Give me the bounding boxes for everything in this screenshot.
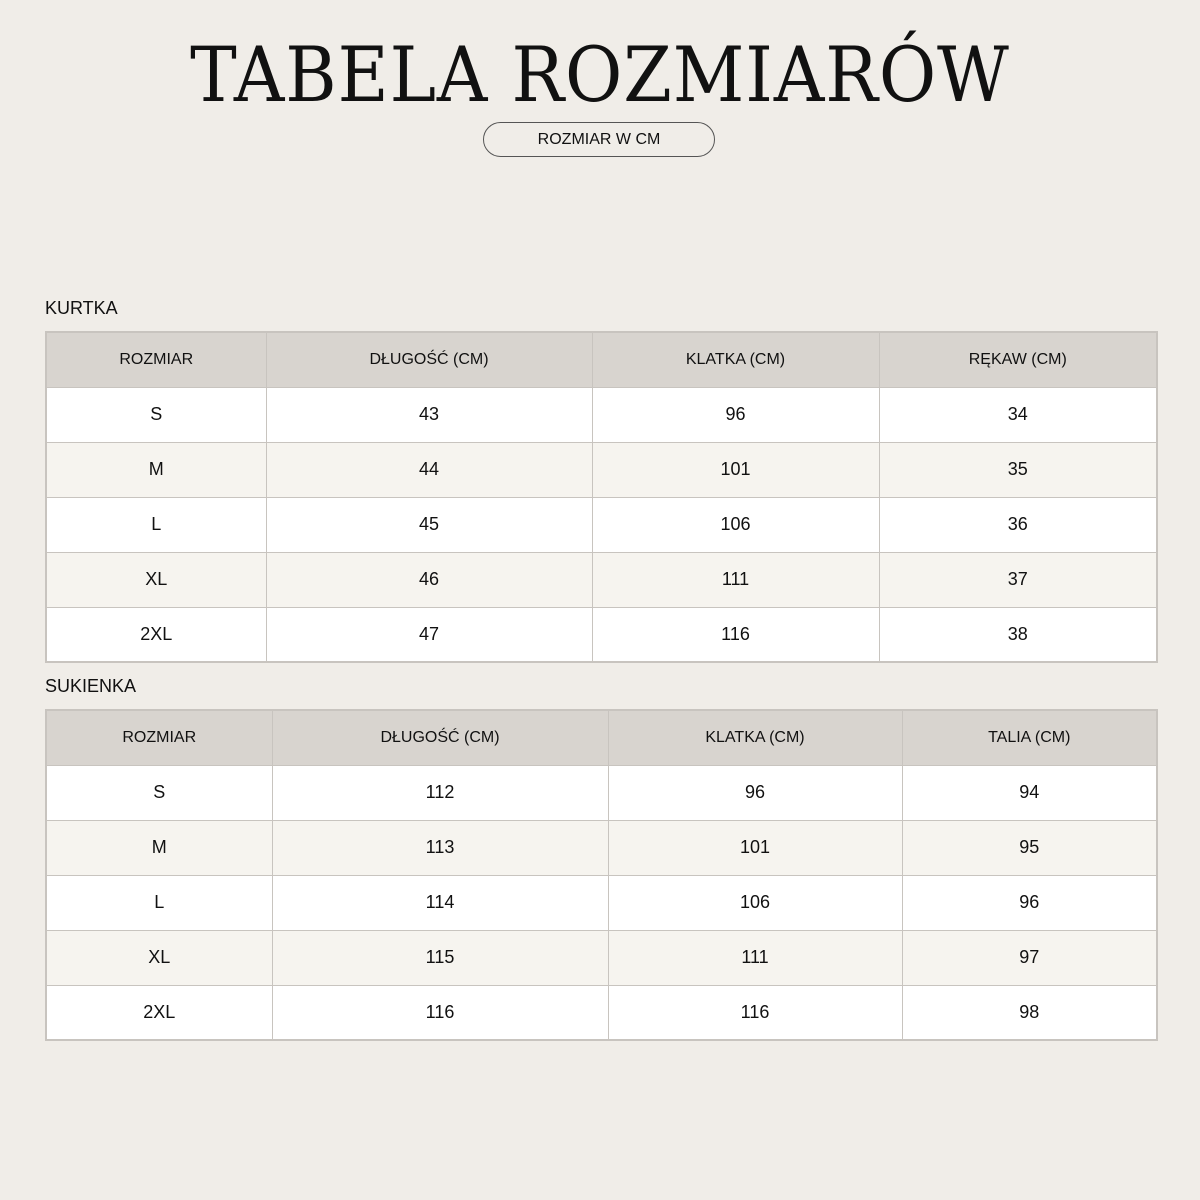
cell-size: L xyxy=(46,497,266,552)
cell-chest: 96 xyxy=(592,387,879,442)
table-row xyxy=(46,552,1157,607)
cell-chest: 111 xyxy=(608,930,902,985)
cell-sleeve: 35 xyxy=(879,442,1157,497)
column-header: DŁUGOŚĆ (CM) xyxy=(266,332,592,387)
column-header: ROZMIAR xyxy=(46,710,272,765)
cell-length: 116 xyxy=(272,985,608,1040)
cell-size: 2XL xyxy=(46,985,272,1040)
table-row xyxy=(46,930,1157,985)
cell-length: 46 xyxy=(266,552,592,607)
table-row xyxy=(46,765,1157,820)
size-table-kurtka xyxy=(45,331,1158,663)
cell-size: 2XL xyxy=(46,607,266,662)
table-row xyxy=(46,820,1157,875)
cell-length: 112 xyxy=(272,765,608,820)
size-table-sukienka xyxy=(45,709,1158,1041)
cell-size: L xyxy=(46,875,272,930)
cell-chest: 106 xyxy=(592,497,879,552)
cell-length: 43 xyxy=(266,387,592,442)
cell-chest: 111 xyxy=(592,552,879,607)
cell-waist: 94 xyxy=(902,765,1157,820)
cell-size: S xyxy=(46,387,266,442)
cell-waist: 97 xyxy=(902,930,1157,985)
cell-length: 115 xyxy=(272,930,608,985)
cell-chest: 96 xyxy=(608,765,902,820)
table-row xyxy=(46,387,1157,442)
cell-size: S xyxy=(46,765,272,820)
column-header: TALIA (CM) xyxy=(902,710,1157,765)
table-row xyxy=(46,607,1157,662)
cell-chest: 116 xyxy=(608,985,902,1040)
cell-length: 44 xyxy=(266,442,592,497)
cell-size: M xyxy=(46,820,272,875)
column-header: ROZMIAR xyxy=(46,332,266,387)
cell-chest: 106 xyxy=(608,875,902,930)
cell-length: 114 xyxy=(272,875,608,930)
column-header: KLATKA (CM) xyxy=(592,332,879,387)
cell-waist: 98 xyxy=(902,985,1157,1040)
section-label-sukienka: SUKIENKA xyxy=(45,676,137,696)
column-header: RĘKAW (CM) xyxy=(879,332,1157,387)
cell-size: XL xyxy=(46,930,272,985)
cell-sleeve: 36 xyxy=(879,497,1157,552)
cell-sleeve: 34 xyxy=(879,387,1157,442)
cell-chest: 101 xyxy=(592,442,879,497)
page-title: TABELA ROZMIARÓW xyxy=(190,30,1010,119)
section-label-kurtka: KURTKA xyxy=(45,298,118,318)
cell-length: 47 xyxy=(266,607,592,662)
cell-sleeve: 37 xyxy=(879,552,1157,607)
table-row xyxy=(46,875,1157,930)
column-header: DŁUGOŚĆ (CM) xyxy=(272,710,608,765)
cell-waist: 96 xyxy=(902,875,1157,930)
cell-size: XL xyxy=(46,552,266,607)
cell-length: 45 xyxy=(266,497,592,552)
cell-length: 113 xyxy=(272,820,608,875)
table-row xyxy=(46,442,1157,497)
cell-chest: 101 xyxy=(608,820,902,875)
table-row xyxy=(46,985,1157,1040)
cell-chest: 116 xyxy=(592,607,879,662)
cell-sleeve: 38 xyxy=(879,607,1157,662)
column-header: KLATKA (CM) xyxy=(608,710,902,765)
unit-badge: ROZMIAR W CM xyxy=(483,122,715,157)
table-header-row xyxy=(46,332,1157,387)
table-row xyxy=(46,497,1157,552)
table-header-row xyxy=(46,710,1157,765)
cell-waist: 95 xyxy=(902,820,1157,875)
cell-size: M xyxy=(46,442,266,497)
